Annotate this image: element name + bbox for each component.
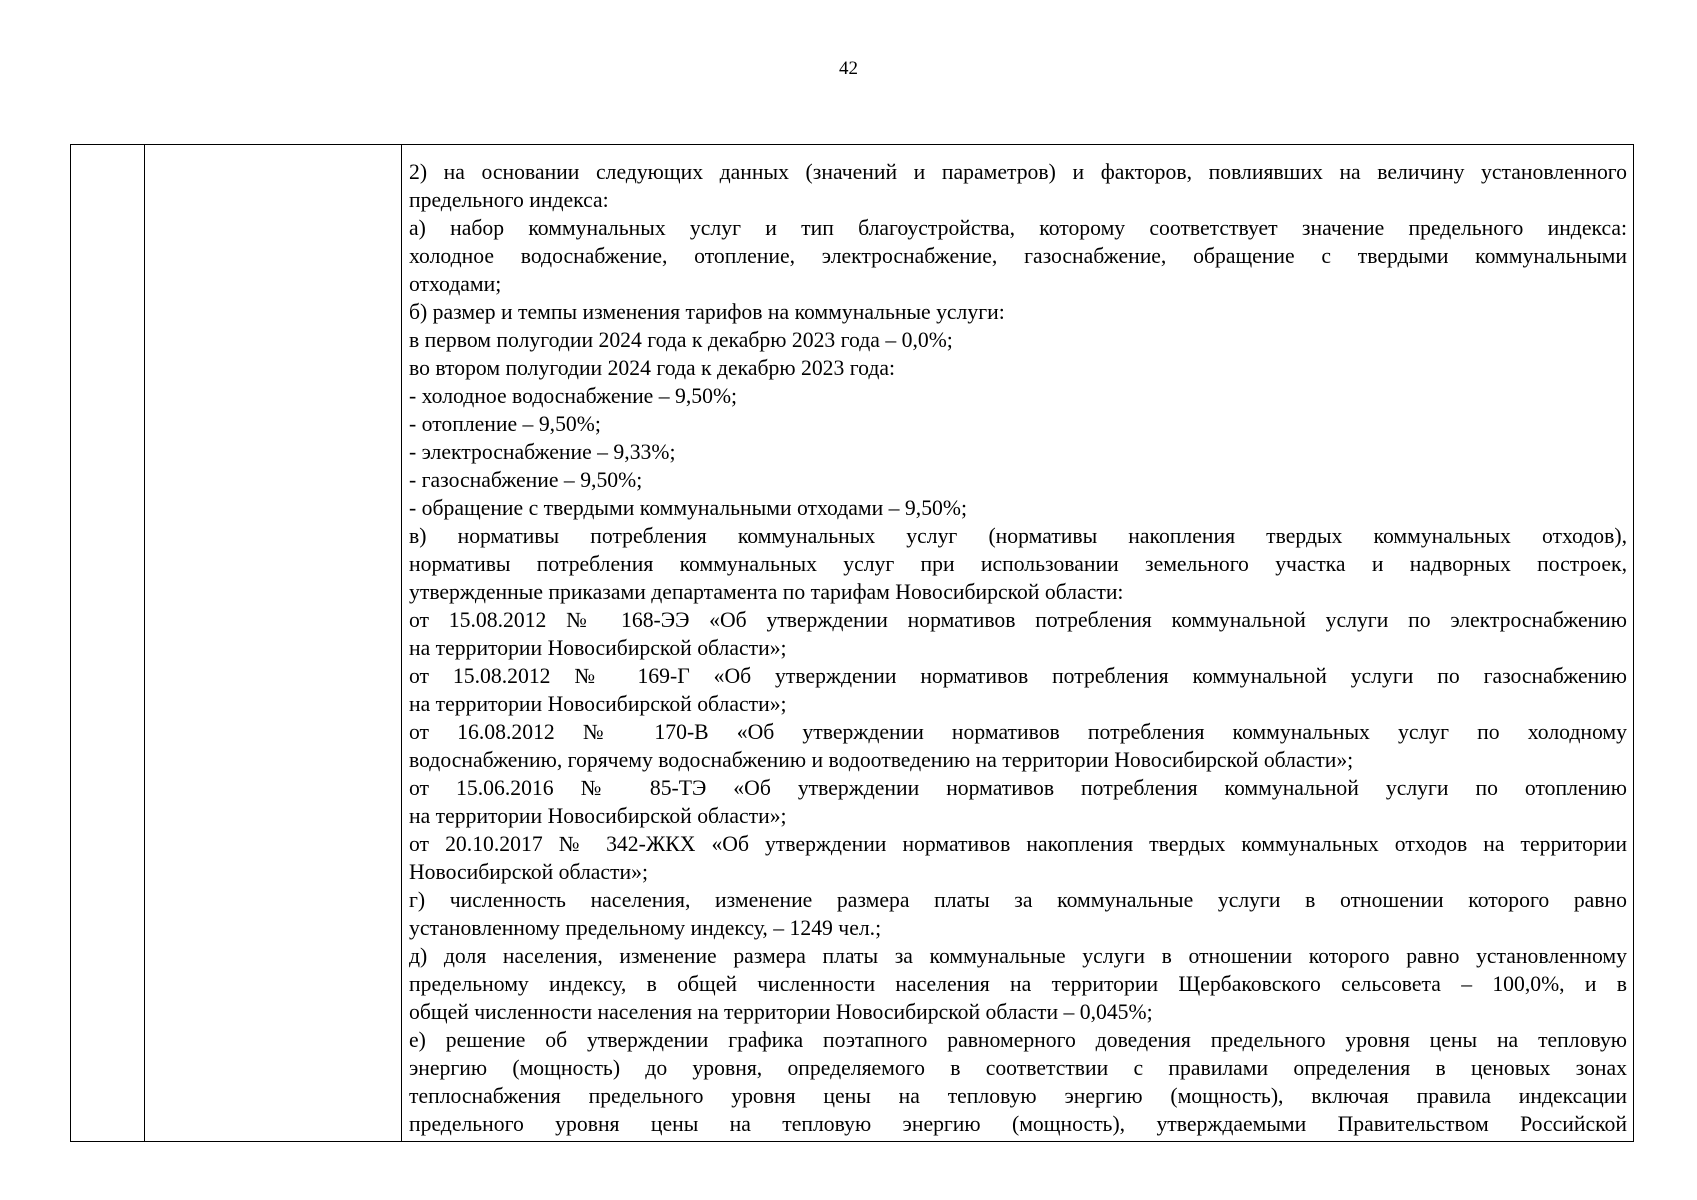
table-column-name	[145, 145, 402, 1141]
text-line: - газоснабжение – 9,50%;	[409, 468, 643, 492]
text-line: во втором полугодии 2024 года к декабрю 2023 года:	[409, 356, 896, 380]
text-line: от 15.06.2016 № 85-ТЭ «Об утверждении нормативов потребления коммунальной услуги по отоплению	[409, 776, 1627, 800]
text-line: нормативы потребления коммунальных услуг при использовании земельного участка и надворных построек,	[409, 552, 1627, 576]
text-line: от 20.10.2017 № 342-ЖКХ «Об утверждении нормативов накопления твердых коммунальных отходов на территории	[409, 832, 1627, 856]
page-number: 42	[839, 58, 858, 79]
text-line: предельного индекса:	[409, 188, 609, 212]
text-line: отходами;	[409, 272, 502, 296]
text-line: а) набор коммунальных услуг и тип благоустройства, которому соответствует значение предельного индекса:	[409, 216, 1627, 240]
text-line: водоснабжению, горячему водоснабжению и водоотведению на территории Новосибирской области»;	[409, 748, 1354, 772]
text-line: общей численности населения на территории Новосибирской области – 0,045%;	[409, 1000, 1153, 1024]
text-line: от 16.08.2012 № 170-В «Об утверждении нормативов потребления коммунальных услуг по холодному	[409, 720, 1627, 744]
text-line: - электроснабжение – 9,33%;	[409, 440, 676, 464]
text-line: - отопление – 9,50%;	[409, 412, 601, 436]
text-line: предельного уровня цены на тепловую энергию (мощность), утверждаемыми Правительством Российской	[409, 1112, 1627, 1136]
text-line: г) численность населения, изменение размера платы за коммунальные услуги в отношении которого равно	[409, 888, 1627, 912]
text-line: е) решение об утверждении графика поэтапного равномерного доведения предельного уровня цены на тепловую	[409, 1028, 1627, 1052]
text-line: энергию (мощность) до уровня, определяемого в соответствии с правилами определения в ценовых зонах	[409, 1056, 1627, 1080]
text-line: в) нормативы потребления коммунальных услуг (нормативы накопления твердых коммунальных отходов),	[409, 524, 1627, 548]
table-column-text	[402, 145, 1633, 1141]
text-line: утвержденные приказами департамента по тарифам Новосибирской области:	[409, 580, 1124, 604]
text-line: предельному индексу, в общей численности населения на территории Щербаковского сельсовета – 100,0%, и в	[409, 972, 1627, 996]
text-line: на территории Новосибирской области»;	[409, 636, 787, 660]
text-line: в первом полугодии 2024 года к декабрю 2023 года – 0,0%;	[409, 328, 953, 352]
text-line: на территории Новосибирской области»;	[409, 804, 787, 828]
text-line: теплоснабжения предельного уровня цены на тепловую энергию (мощность), включая правила индексации	[409, 1084, 1627, 1108]
content-table	[70, 144, 1634, 1142]
text-line: на территории Новосибирской области»;	[409, 692, 787, 716]
text-line: - холодное водоснабжение – 9,50%;	[409, 384, 738, 408]
text-line: от 15.08.2012 № 168-ЭЭ «Об утверждении нормативов потребления коммунальной услуги по электроснабжению	[409, 608, 1627, 632]
text-line: от 15.08.2012 № 169-Г «Об утверждении нормативов потребления коммунальной услуги по газоснабжению	[409, 664, 1627, 688]
text-line: установленному предельному индексу, – 1249 чел.;	[409, 916, 882, 940]
text-line: б) размер и темпы изменения тарифов на коммунальные услуги:	[409, 300, 1005, 324]
text-line: Новосибирской области»;	[409, 860, 648, 884]
text-line: холодное водоснабжение, отопление, электроснабжение, газоснабжение, обращение с твердыми коммунальными	[409, 244, 1627, 268]
text-line: 2) на основании следующих данных (значений и параметров) и факторов, повлиявших на величину установленного	[409, 160, 1627, 184]
table-column-number	[71, 145, 145, 1141]
text-line: - обращение с твердыми коммунальными отходами – 9,50%;	[409, 496, 967, 520]
text-line: д) доля населения, изменение размера платы за коммунальные услуги в отношении которого равно установленному	[409, 944, 1627, 968]
